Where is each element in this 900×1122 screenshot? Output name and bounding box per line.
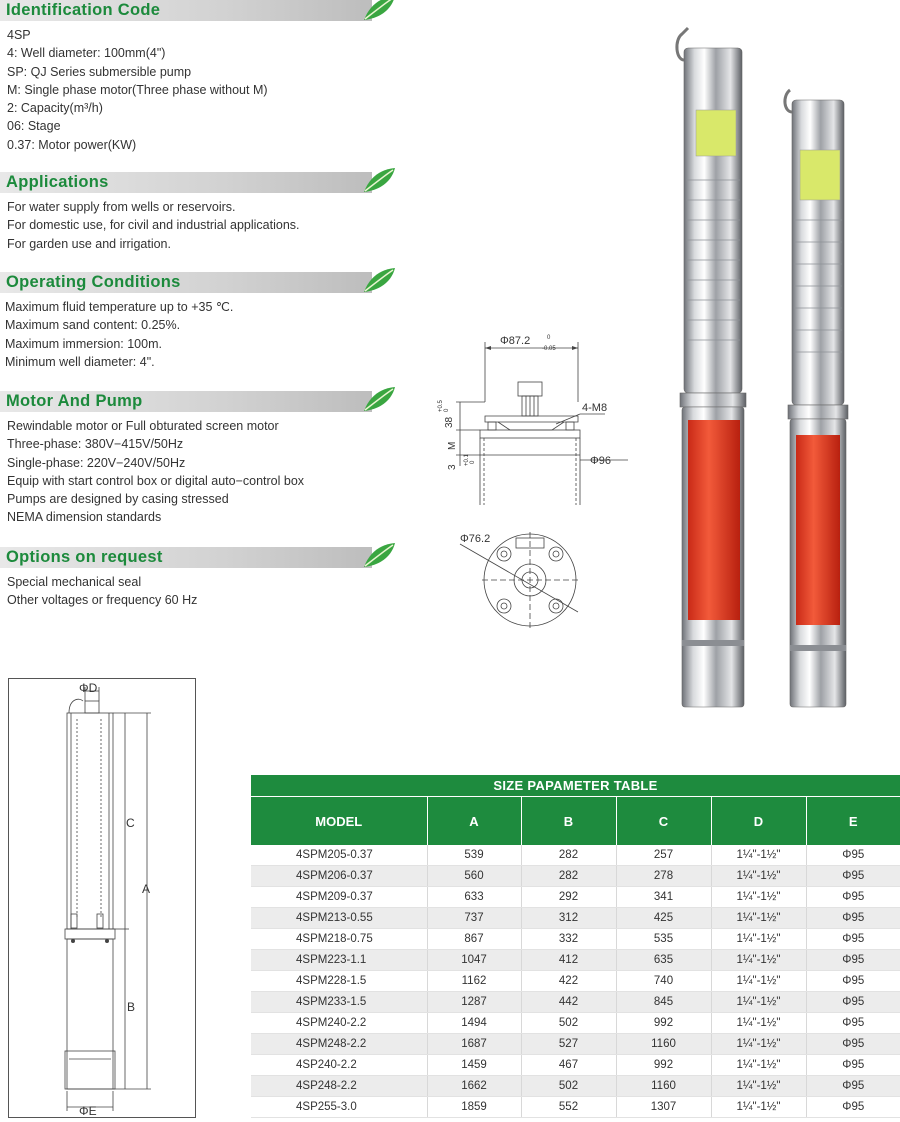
table-cell: Φ95 [806,887,900,908]
tol-3-lower: 0 [470,460,476,464]
table-cell: 4SPM218-0.75 [251,929,427,950]
section-lines [0,26,398,154]
dim-phi-96: Φ96 [590,455,612,467]
table-cell: 278 [616,866,711,887]
table-body [251,845,900,1118]
table-cell: 1160 [616,1034,711,1055]
table-cell: 1459 [427,1055,521,1076]
section-title: Options on request [6,548,163,566]
leaf-icon [362,0,396,22]
table-header-row [251,797,900,846]
table-cell: 560 [427,866,521,887]
table-cell: Φ95 [806,992,900,1013]
section-line: 2: Capacity(m³/h) [7,101,103,116]
pump-large [677,28,746,707]
section-header [0,172,398,193]
tol-lower: -0.05 [542,346,556,352]
section-line: M: Single phase motor(Three phase without M) [7,82,268,97]
section-header [0,391,398,412]
table-row [251,950,900,971]
section-header [0,547,398,568]
section-lines [0,198,398,253]
section-lines [0,298,398,371]
table-title: SIZE PAPAMETER TABLE [251,775,900,797]
table-cell: 1¼"-1½" [711,1076,806,1097]
table-cell: 1162 [427,971,521,992]
column-header: A [427,797,521,846]
tol-38-upper: +0.5 [438,400,444,412]
table-cell: Φ95 [806,950,900,971]
table-cell: 412 [521,950,616,971]
section-line: Rewindable motor or Full obturated screen motor [7,419,279,433]
table-cell: Φ95 [806,1055,900,1076]
section-line: Minimum well diameter: 4". [5,354,155,369]
table-row [251,887,900,908]
table-row [251,929,900,950]
table-cell: Φ95 [806,908,900,929]
table-cell: 4SP240-2.2 [251,1055,427,1076]
table-row [251,1013,900,1034]
section-title: Operating Conditions [6,273,181,291]
table-cell: 992 [616,1055,711,1076]
section-line: For domestic use, for civil and industrial applications. [7,218,300,233]
dim-38: 38 [444,416,455,428]
table-cell: 1¼"-1½" [711,1055,806,1076]
table-row [251,971,900,992]
column-header: D [711,797,806,846]
table-cell: 1¼"-1½" [711,992,806,1013]
table-cell: 502 [521,1076,616,1097]
table-cell: Φ95 [806,1034,900,1055]
table-cell: 425 [616,908,711,929]
table-cell: 4SPM223-1.1 [251,950,427,971]
table-cell: 1687 [427,1034,521,1055]
table-cell: 737 [427,908,521,929]
table-cell: 282 [521,845,616,866]
leaf-icon [362,541,396,569]
dim-b: B [127,1000,136,1014]
section-line: Equip with start control box or digital auto−control box [7,473,305,488]
column-header: MODEL [251,797,427,846]
dim-3: 3 [447,464,458,470]
table-row [251,866,900,887]
table-cell: 1494 [427,1013,521,1034]
size-parameter-table [251,775,900,1118]
section-header [0,0,398,21]
section-applications [0,172,398,253]
section-line: NEMA dimension standards [7,510,162,525]
table-cell: 633 [427,887,521,908]
section-operating-conditions [0,272,398,371]
section-line: SP: QJ Series submersible pump [7,64,192,79]
table-cell: 1160 [616,1076,711,1097]
table-cell: 635 [616,950,711,971]
table-cell: 4SPM248-2.2 [251,1034,427,1055]
table-row [251,1034,900,1055]
table-cell: 539 [427,845,521,866]
table-cell: 1¼"-1½" [711,1097,806,1118]
table-cell: 282 [521,866,616,887]
table-cell: 4SP248-2.2 [251,1076,427,1097]
section-line: Three-phase: 380V−415V/50Hz [7,437,184,452]
table-cell: 1307 [616,1097,711,1118]
column-header: C [616,797,711,846]
table-row [251,1076,900,1097]
table-cell: 1¼"-1½" [711,929,806,950]
section-line: Maximum immersion: 100m. [5,336,162,351]
table-cell: 332 [521,929,616,950]
table-row [251,1055,900,1076]
leaf-icon [362,166,396,194]
table-cell: 467 [521,1055,616,1076]
table-cell: 4SPM209-0.37 [251,887,427,908]
outline-svg [9,679,195,1117]
table-cell: 257 [616,845,711,866]
table-cell: 1047 [427,950,521,971]
section-line: 4: Well diameter: 100mm(4") [7,46,166,61]
table-cell: 867 [427,929,521,950]
dim-a: A [142,882,151,896]
section-line: Single-phase: 220V−240V/50Hz [7,455,186,470]
table-cell: 442 [521,992,616,1013]
section-motor-and-pump [0,391,398,527]
table-cell: 1¼"-1½" [711,845,806,866]
table-cell: 1¼"-1½" [711,1034,806,1055]
table-cell: 4SPM228-1.5 [251,971,427,992]
table-cell: Φ95 [806,1076,900,1097]
table-cell: Φ95 [806,929,900,950]
section-line: For water supply from wells or reservoirs. [7,200,236,214]
table-cell: 4SPM240-2.2 [251,1013,427,1034]
table-cell: 292 [521,887,616,908]
tol-38-lower: 0 [444,408,450,412]
dim-phi-d: ΦD [79,681,98,695]
section-line: Other voltages or frequency 60 Hz [7,593,198,608]
table-cell: Φ95 [806,845,900,866]
table-cell: 4SP255-3.0 [251,1097,427,1118]
pump-small [785,90,848,707]
column-header: E [806,797,900,846]
table-cell: 4SPM206-0.37 [251,866,427,887]
table-cell: 740 [616,971,711,992]
dim-c: C [126,816,135,830]
table-cell: 1¼"-1½" [711,950,806,971]
dim-phi-76-2: Φ76.2 [460,533,491,545]
table-cell: Φ95 [806,971,900,992]
table-row [251,992,900,1013]
table-cell: Φ95 [806,1013,900,1034]
tol-3-upper: +0.1 [464,454,470,466]
section-lines [0,417,398,527]
table-cell: 1662 [427,1076,521,1097]
section-lines [0,573,398,610]
tol-upper: 0 [547,335,551,341]
flange-drawing [430,330,630,640]
section-header [0,272,398,293]
column-header: B [521,797,616,846]
table-cell: 992 [616,1013,711,1034]
table-cell: 552 [521,1097,616,1118]
section-line: 4SP [7,28,31,42]
section-title: Motor And Pump [6,392,143,410]
table-cell: 312 [521,908,616,929]
table-cell: 1¼"-1½" [711,1013,806,1034]
table-cell: 341 [616,887,711,908]
section-title: Identification Code [6,1,161,19]
leaf-icon [362,385,396,413]
dim-phi-87-2: Φ87.2 [500,335,531,347]
dim-m: M [447,441,458,450]
table-cell: 4SPM205-0.37 [251,845,427,866]
table-cell: 1¼"-1½" [711,866,806,887]
table-cell: 1¼"-1½" [711,971,806,992]
table-cell: Φ95 [806,866,900,887]
leaf-icon [362,266,396,294]
table-row [251,1097,900,1118]
table-cell: 535 [616,929,711,950]
section-line: 0.37: Motor power(KW) [7,137,137,152]
table-cell: 502 [521,1013,616,1034]
table-cell: 1287 [427,992,521,1013]
section-identification [0,0,398,154]
section-line: Maximum sand content: 0.25%. [5,318,181,333]
table-cell: Φ95 [806,1097,900,1118]
section-line: Special mechanical seal [7,575,142,589]
table-cell: 1859 [427,1097,521,1118]
dim-phi-e: ΦE [79,1104,97,1117]
section-title: Applications [6,173,109,191]
section-line: For garden use and irrigation. [7,236,171,251]
table-cell: 4SPM213-0.55 [251,908,427,929]
section-line: Maximum fluid temperature up to +35 ℃. [5,300,234,314]
pump-product-image [660,20,900,710]
table-cell: 845 [616,992,711,1013]
section-options [0,547,398,610]
section-line: 06: Stage [7,119,61,134]
table [251,775,900,1118]
bolt-label: 4-M8 [582,402,608,414]
table-row [251,908,900,929]
table-cell: 1¼"-1½" [711,887,806,908]
section-line: Pumps are designed by casing stressed [7,492,229,507]
table-cell: 527 [521,1034,616,1055]
table-cell: 4SPM233-1.5 [251,992,427,1013]
table-row [251,845,900,866]
table-cell: 422 [521,971,616,992]
table-cell: 1¼"-1½" [711,908,806,929]
pump-outline-drawing [8,678,196,1118]
